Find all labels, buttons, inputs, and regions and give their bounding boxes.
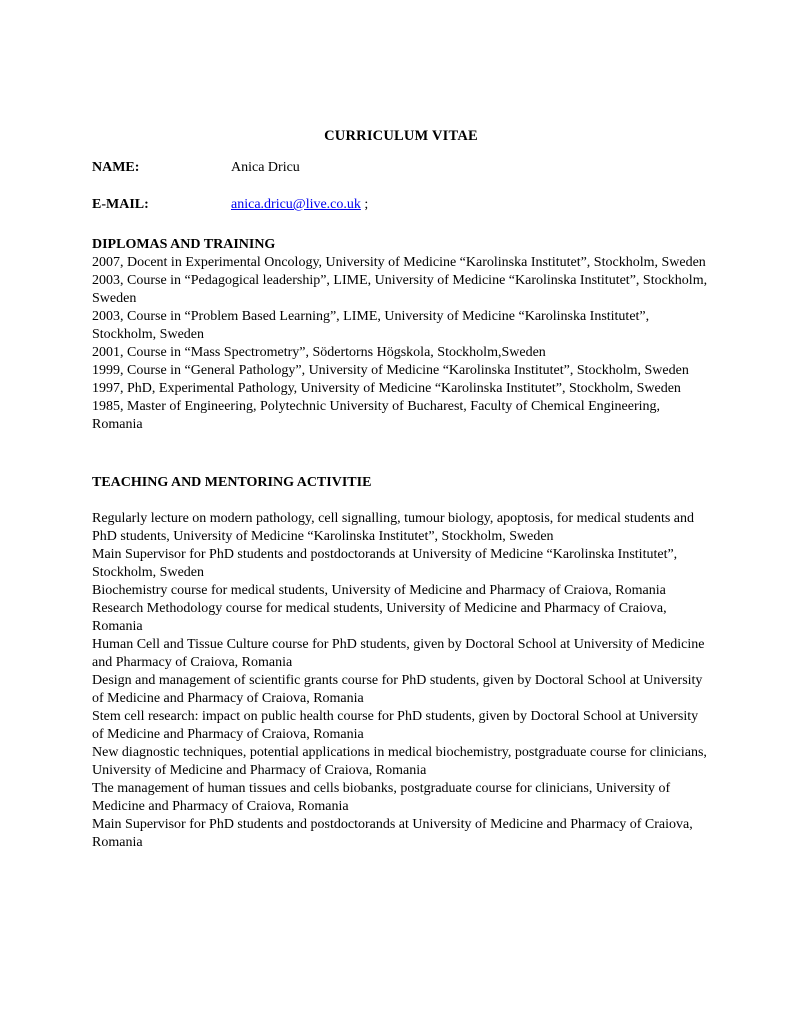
section-heading-teaching: TEACHING AND MENTORING ACTIVITIE (92, 475, 372, 490)
diploma-entry: 1999, Course in “General Pathology”, University of Medicine “Karolinska Institutet”, Stockholm, Sweden (92, 363, 689, 378)
email-value (231, 196, 368, 214)
page-title: CURRICULUM VITAE (324, 128, 478, 144)
section-teaching-and-mentoring (92, 474, 710, 852)
teaching-entry: Research Methodology course for medical students, University of Medicine and Pharmacy of Craiova, Romania (92, 601, 667, 634)
email-suffix: ; (360, 197, 369, 212)
name-field-row (92, 159, 710, 177)
section-diplomas-and-training (92, 236, 710, 434)
teaching-entry: Regularly lecture on modern pathology, cell signalling, tumour biology, apoptosis, for medical students and PhD students, University of Medicine “Karolinska Institutet”, Stockholm, Sweden (92, 511, 695, 544)
name-label: NAME: (92, 160, 140, 175)
teaching-entry: The management of human tissues and cells biobanks, postgraduate course for clinicians, University of Medicine and Pharmacy of Craiova, Romania (92, 781, 671, 814)
email-field-row (92, 196, 710, 214)
name-value: Anica Dricu (231, 160, 300, 175)
diploma-entry: 1985, Master of Engineering, Polytechnic University of Bucharest, Faculty of Chemical Engineering, Romania (92, 399, 661, 432)
diploma-entry: 1997, PhD, Experimental Pathology, University of Medicine “Karolinska Institutet”, Stockholm, Sweden (92, 381, 681, 396)
teaching-entry: Human Cell and Tissue Culture course for PhD students, given by Doctoral School at University of Medicine and Pharmacy of Craiova, Romania (92, 637, 705, 670)
diploma-entry: 2007, Docent in Experimental Oncology, University of Medicine “Karolinska Institutet”, Stockholm, Sweden (92, 255, 706, 270)
teaching-entry: Main Supervisor for PhD students and postdoctorands at University of Medicine “Karolinska Institutet”, Stockholm, Sweden (92, 547, 678, 580)
email-link[interactable]: anica.dricu@live.co.uk (231, 197, 361, 212)
teaching-entry: Design and management of scientific grants course for PhD students, given by Doctoral School at University of Medicine and Pharmacy of Craiova, Romania (92, 673, 703, 706)
teaching-entry: Biochemistry course for medical students, University of Medicine and Pharmacy of Craiova, Romania (92, 583, 666, 598)
diploma-entry: 2001, Course in “Mass Spectrometry”, Södertorns Högskola, Stockholm,Sweden (92, 345, 546, 360)
teaching-entry: Main Supervisor for PhD students and postdoctorands at University of Medicine and Pharmacy of Craiova, Romania (92, 817, 693, 850)
teaching-entry: New diagnostic techniques, potential applications in medical biochemistry, postgraduate course for clinicians, University of Medicine and Pharmacy of Craiova, Romania (92, 745, 707, 778)
section-heading-diplomas: DIPLOMAS AND TRAINING (92, 237, 276, 252)
diploma-entry: 2003, Course in “Problem Based Learning”, LIME, University of Medicine “Karolinska Institutet”, Stockholm, Sweden (92, 309, 650, 342)
email-label: E-MAIL: (92, 197, 149, 212)
diploma-entry: 2003, Course in “Pedagogical leadership”, LIME, University of Medicine “Karolinska Institutet”, Stockholm, Sweden (92, 273, 708, 306)
teaching-entry: Stem cell research: impact on public health course for PhD students, given by Doctoral School at University of Medicine and Pharmacy of Craiova, Romania (92, 709, 699, 742)
